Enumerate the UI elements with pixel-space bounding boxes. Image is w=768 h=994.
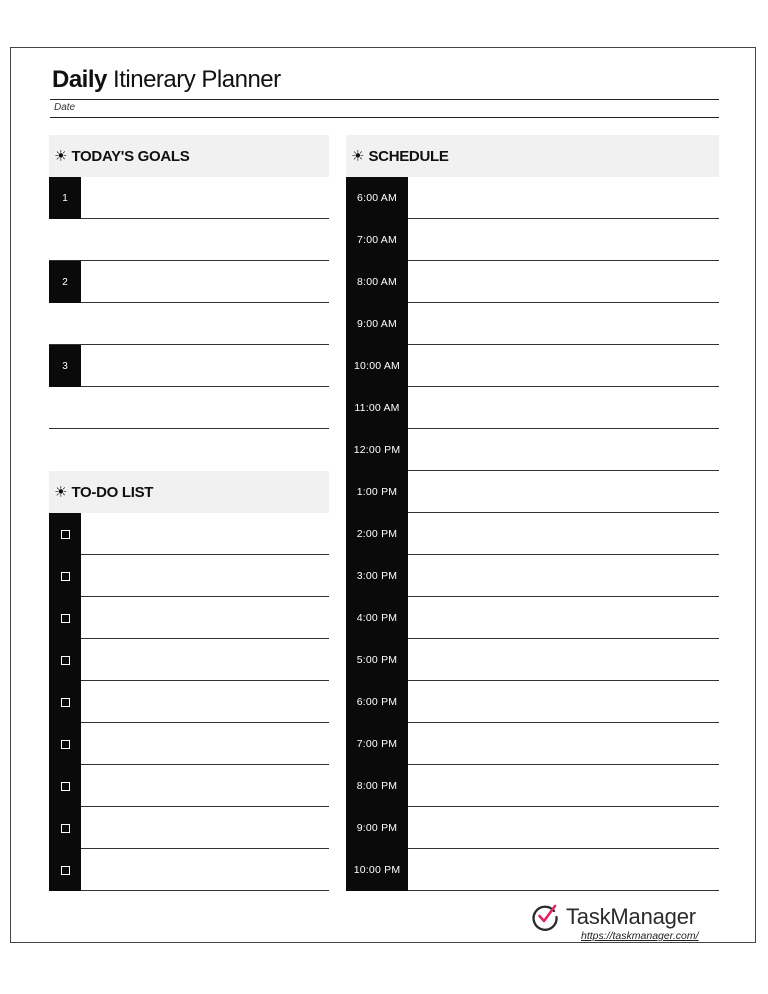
goal-number: 2 xyxy=(49,261,81,303)
title-rule xyxy=(50,99,719,100)
todo-row[interactable] xyxy=(49,849,329,891)
todo-check-cell xyxy=(49,555,81,597)
schedule-row[interactable] xyxy=(346,597,719,639)
todo-heading-label: TO-DO LIST xyxy=(71,483,154,501)
time-label: 5:00 PM xyxy=(346,639,408,681)
checkbox-icon[interactable] xyxy=(61,698,70,707)
todo-check-cell xyxy=(49,681,81,723)
todo-check-cell xyxy=(49,849,81,891)
schedule-row[interactable] xyxy=(346,261,719,303)
todo-row[interactable] xyxy=(49,597,329,639)
todo-row[interactable] xyxy=(49,723,329,765)
sun-icon: ☀ xyxy=(54,147,68,165)
checkbox-icon[interactable] xyxy=(61,740,70,749)
goals-heading-label: TODAY'S GOALS xyxy=(71,147,190,165)
sun-icon: ☀ xyxy=(351,147,365,165)
goal-note-row[interactable] xyxy=(49,387,329,429)
time-label: 9:00 AM xyxy=(346,303,408,345)
time-label: 4:00 PM xyxy=(346,597,408,639)
time-label: 9:00 PM xyxy=(346,807,408,849)
goal-row[interactable] xyxy=(49,345,329,387)
todo-row[interactable] xyxy=(49,513,329,555)
time-label: 12:00 PM xyxy=(346,429,408,471)
schedule-row[interactable] xyxy=(346,303,719,345)
date-field[interactable] xyxy=(50,117,719,118)
goal-note-row[interactable] xyxy=(49,219,329,261)
todo-check-cell xyxy=(49,597,81,639)
schedule-row[interactable] xyxy=(346,555,719,597)
goal-row[interactable] xyxy=(49,261,329,303)
brand-url[interactable]: https://taskmanager.com/ xyxy=(581,930,699,942)
goal-number: 3 xyxy=(49,345,81,387)
goal-number: 1 xyxy=(49,177,81,219)
time-label: 8:00 PM xyxy=(346,765,408,807)
time-label: 3:00 PM xyxy=(346,555,408,597)
todo-row[interactable] xyxy=(49,807,329,849)
goal-note-row[interactable] xyxy=(49,303,329,345)
title-rest: Itinerary Planner xyxy=(113,66,281,93)
time-label: 6:00 AM xyxy=(346,177,408,219)
todo-heading xyxy=(49,471,329,513)
todo-row[interactable] xyxy=(49,765,329,807)
todo-check-cell xyxy=(49,723,81,765)
todo-check-cell xyxy=(49,513,81,555)
checkbox-icon[interactable] xyxy=(61,530,70,539)
schedule-row[interactable] xyxy=(346,723,719,765)
schedule-row[interactable] xyxy=(346,345,719,387)
time-label: 8:00 AM xyxy=(346,261,408,303)
checkmark-circle-icon xyxy=(531,902,560,931)
schedule-row[interactable] xyxy=(346,471,719,513)
schedule-row[interactable] xyxy=(346,219,719,261)
goals-heading xyxy=(49,135,329,177)
goal-row[interactable] xyxy=(49,177,329,219)
time-label: 1:00 PM xyxy=(346,471,408,513)
schedule-heading-label: SCHEDULE xyxy=(368,147,449,165)
todo-check-cell xyxy=(49,807,81,849)
time-label: 6:00 PM xyxy=(346,681,408,723)
todo-check-cell xyxy=(49,639,81,681)
time-label: 2:00 PM xyxy=(346,513,408,555)
schedule-row[interactable] xyxy=(346,387,719,429)
schedule-row[interactable] xyxy=(346,849,719,891)
todo-row[interactable] xyxy=(49,555,329,597)
schedule-row[interactable] xyxy=(346,429,719,471)
schedule-row[interactable] xyxy=(346,681,719,723)
schedule-row[interactable] xyxy=(346,639,719,681)
time-label: 11:00 AM xyxy=(346,387,408,429)
checkbox-icon[interactable] xyxy=(61,572,70,581)
sun-icon: ☀ xyxy=(54,483,68,501)
checkbox-icon[interactable] xyxy=(61,824,70,833)
schedule-row[interactable] xyxy=(346,765,719,807)
brand-name: TaskManager xyxy=(566,903,696,929)
time-label: 7:00 PM xyxy=(346,723,408,765)
todo-check-cell xyxy=(49,765,81,807)
schedule-row[interactable] xyxy=(346,513,719,555)
time-label: 7:00 AM xyxy=(346,219,408,261)
title-bold: Daily xyxy=(52,66,107,93)
schedule-row[interactable] xyxy=(346,807,719,849)
checkbox-icon[interactable] xyxy=(61,866,70,875)
checkbox-icon[interactable] xyxy=(61,782,70,791)
time-label: 10:00 PM xyxy=(346,849,408,891)
time-label: 10:00 AM xyxy=(346,345,408,387)
checkbox-icon[interactable] xyxy=(61,656,70,665)
date-label: Date xyxy=(54,102,76,113)
page-title xyxy=(52,66,281,94)
brand-logo[interactable] xyxy=(531,902,696,931)
schedule-heading xyxy=(346,135,719,177)
todo-row[interactable] xyxy=(49,681,329,723)
checkbox-icon[interactable] xyxy=(61,614,70,623)
schedule-row[interactable] xyxy=(346,177,719,219)
todo-row[interactable] xyxy=(49,639,329,681)
